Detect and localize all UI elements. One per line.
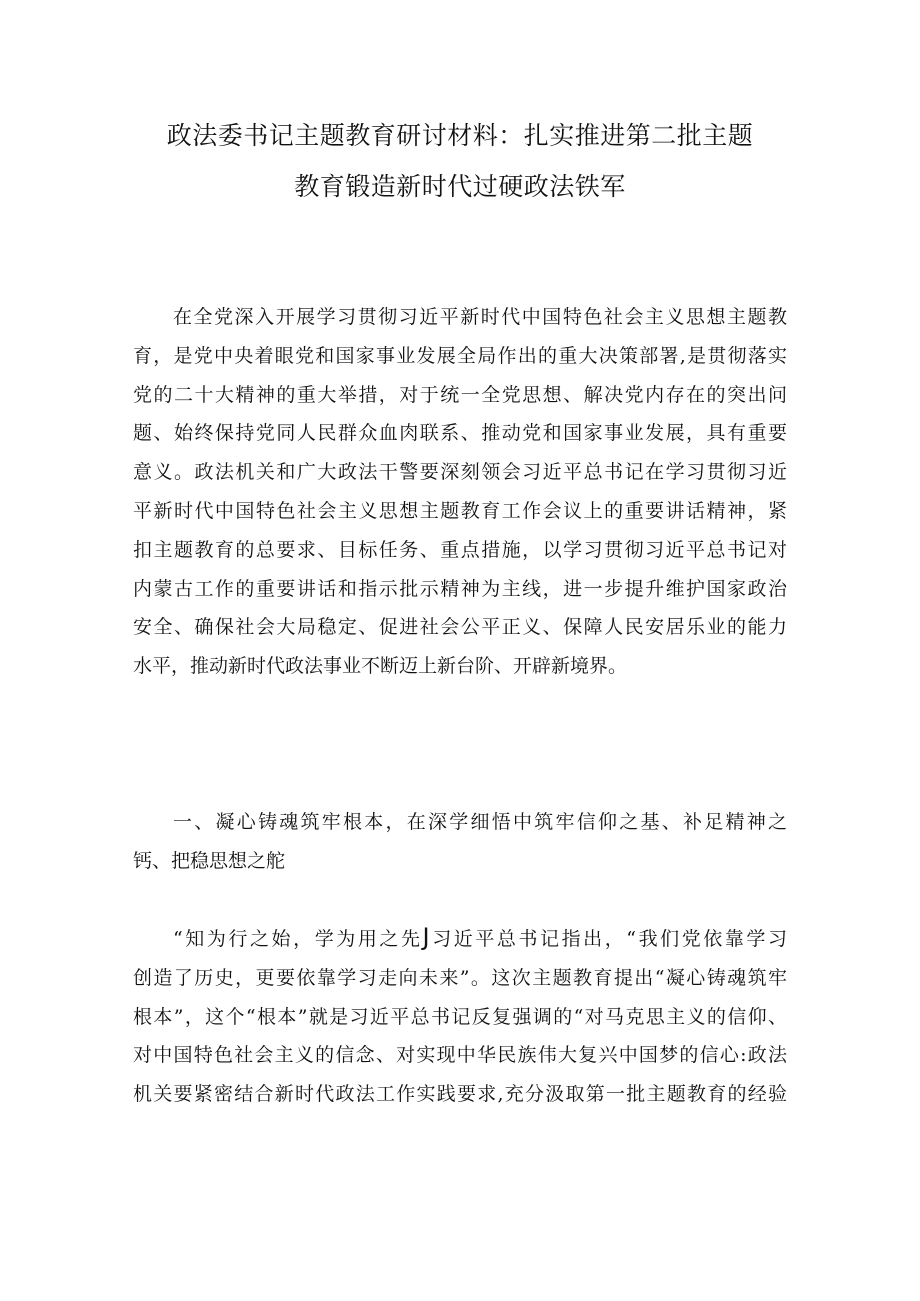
bracket-mark: J [422, 923, 430, 951]
paragraph-line: 创造了历史，更要依靠学习走向未来”。这次主题教育提出“凝心铸魂筑牢 [133, 966, 787, 989]
paragraph-line: 题、始终保持党同人民群众血肉联系、推动党和国家事业发展，具有重要 [133, 422, 787, 445]
paragraph-line: 在全党深入开展学习贯彻习近平新时代中国特色社会主义思想主题教 [173, 306, 787, 328]
section-paragraph-1 [133, 918, 787, 1114]
heading-line: 钙、把稳思想之舵 [133, 849, 286, 872]
paragraph-line: 水平，推动新时代政法事业不断迈上新台阶、开辟新境界。 [133, 655, 628, 678]
paragraph-line: 育，是党中央着眼党和国家事业发展全局作出的重大决策部署,是贯彻落实 [133, 344, 787, 367]
title-line-2: 教育锻造新时代过硬政法铁军 [294, 172, 626, 201]
paragraph-line: 机关要紧密结合新时代政法工作实践要求,充分汲取第一批主题教育的经验 [133, 1083, 787, 1106]
paragraph-line: 意义。政法机关和广大政法干警要深刻领会习近平总书记在学习贯彻习近 [133, 461, 787, 484]
title-line-1: 政法委书记主题教育研讨材料：扎实推进第二批主题 [166, 121, 754, 150]
paragraph-line: 平新时代中国特色社会主义思想主题教育工作会议上的重要讲话精神，紧 [133, 499, 787, 522]
heading-line: 一、凝心铸魂筑牢根本，在深学细悟中筑牢信仰之基、补足精神之 [173, 811, 787, 833]
document-title [100, 110, 820, 212]
paragraph-line: 安全、确保社会大局稳定、促进社会公平正义、保障人民安居乐业的能力 [133, 616, 787, 639]
paragraph-line [133, 918, 787, 959]
paragraph-line: 根本”，这个“根本”就是习近平总书记反复强调的“对马克思主义的信仰、 [133, 1005, 787, 1028]
quote-text: 习近平总书记指出，“我们党依靠学习 [429, 928, 788, 950]
paragraph-line: 对中国特色社会主义的信念、对实现中华民族伟大复兴中国梦的信心:政法 [133, 1044, 787, 1067]
intro-paragraph [133, 298, 787, 686]
paragraph-line: 党的二十大精神的重大举措，对于统一全党思想、解决党内存在的突出问 [133, 383, 787, 406]
paragraph-line: 内蒙古工作的重要讲话和指示批示精神为主线，进一步提升维护国家政治 [133, 577, 787, 600]
paragraph-line: 扣主题教育的总要求、目标任务、重点措施，以学习贯彻习近平总书记对 [133, 538, 787, 561]
quote-text: “知为行之始，学为用之先 [173, 928, 423, 950]
section-heading-1 [133, 803, 787, 881]
